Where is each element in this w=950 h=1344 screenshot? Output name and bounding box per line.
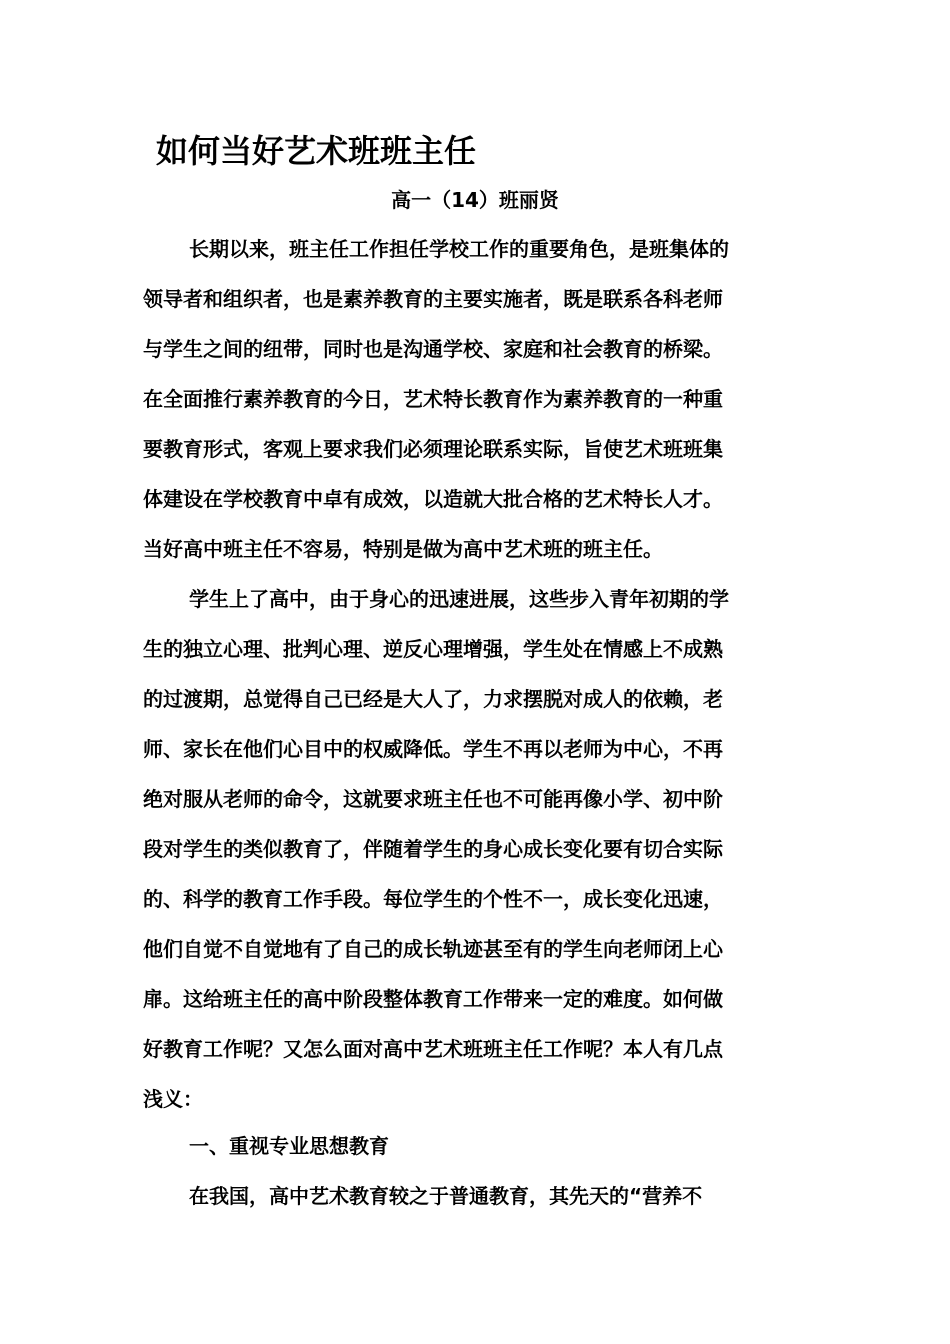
paragraph-line: 长期以来，班主任工作担任学校工作的重要角色，是班集体的 [189,237,729,261]
paragraph-line: 领导者和组织者，也是素养教育的主要实施者，既是联系各科老师 [143,287,723,311]
paragraph-line: 体建设在学校教育中卓有成效，以造就大批合格的艺术特长人才。 [143,487,723,511]
paragraph-line: 要教育形式，客观上要求我们必须理论联系实际，旨使艺术班班集 [143,437,723,461]
paragraph-line: 浅义： [143,1087,203,1111]
document-subtitle: 高一（14）班丽贤 [391,188,559,212]
paragraph-line: 的、科学的教育工作手段。每位学生的个性不一，成长变化迅速， [143,887,723,911]
paragraph-line: 在全面推行素养教育的今日，艺术特长教育作为素养教育的一种重 [143,387,723,411]
document-title: 如何当好艺术班班主任 [156,132,477,170]
paragraph-2 [143,574,823,1124]
paragraph-line: 学生上了高中，由于身心的迅速进展，这些步入青年初期的学 [189,587,729,611]
paragraph-line: 与学生之间的纽带，同时也是沟通学校、家庭和社会教育的桥梁。 [143,337,723,361]
paragraph-line: 段对学生的类似教育了，伴随着学生的身心成长变化要有切合实际 [143,837,723,861]
paragraph-1 [143,224,823,574]
section-1 [143,1121,823,1221]
paragraph-line: 师、家长在他们心目中的权威降低。学生不再以老师为中心，不再 [143,737,723,761]
paragraph-line: 他们自觉不自觉地有了自己的成长轨迹甚至有的学生向老师闭上心 [143,937,723,961]
paragraph-line: 在我国，高中艺术教育较之于普通教育，其先天的“营养不 [189,1184,703,1208]
paragraph-line: 扉。这给班主任的高中阶段整体教育工作带来一定的难度。如何做 [143,987,723,1011]
paragraph-line: 生的独立心理、批判心理、逆反心理增强，学生处在情感上不成熟 [143,637,723,661]
paragraph-line: 当好高中班主任不容易，特别是做为高中艺术班的班主任。 [143,537,663,561]
paragraph-line: 绝对服从老师的命令，这就要求班主任也不可能再像小学、初中阶 [143,787,723,811]
paragraph-line: 的过渡期，总觉得自己已经是大人了，力求摆脱对成人的依赖，老 [143,687,723,711]
paragraph-line: 好教育工作呢？又怎么面对高中艺术班班主任工作呢？本人有几点 [143,1037,723,1061]
section-heading: 一、重视专业思想教育 [189,1134,389,1158]
